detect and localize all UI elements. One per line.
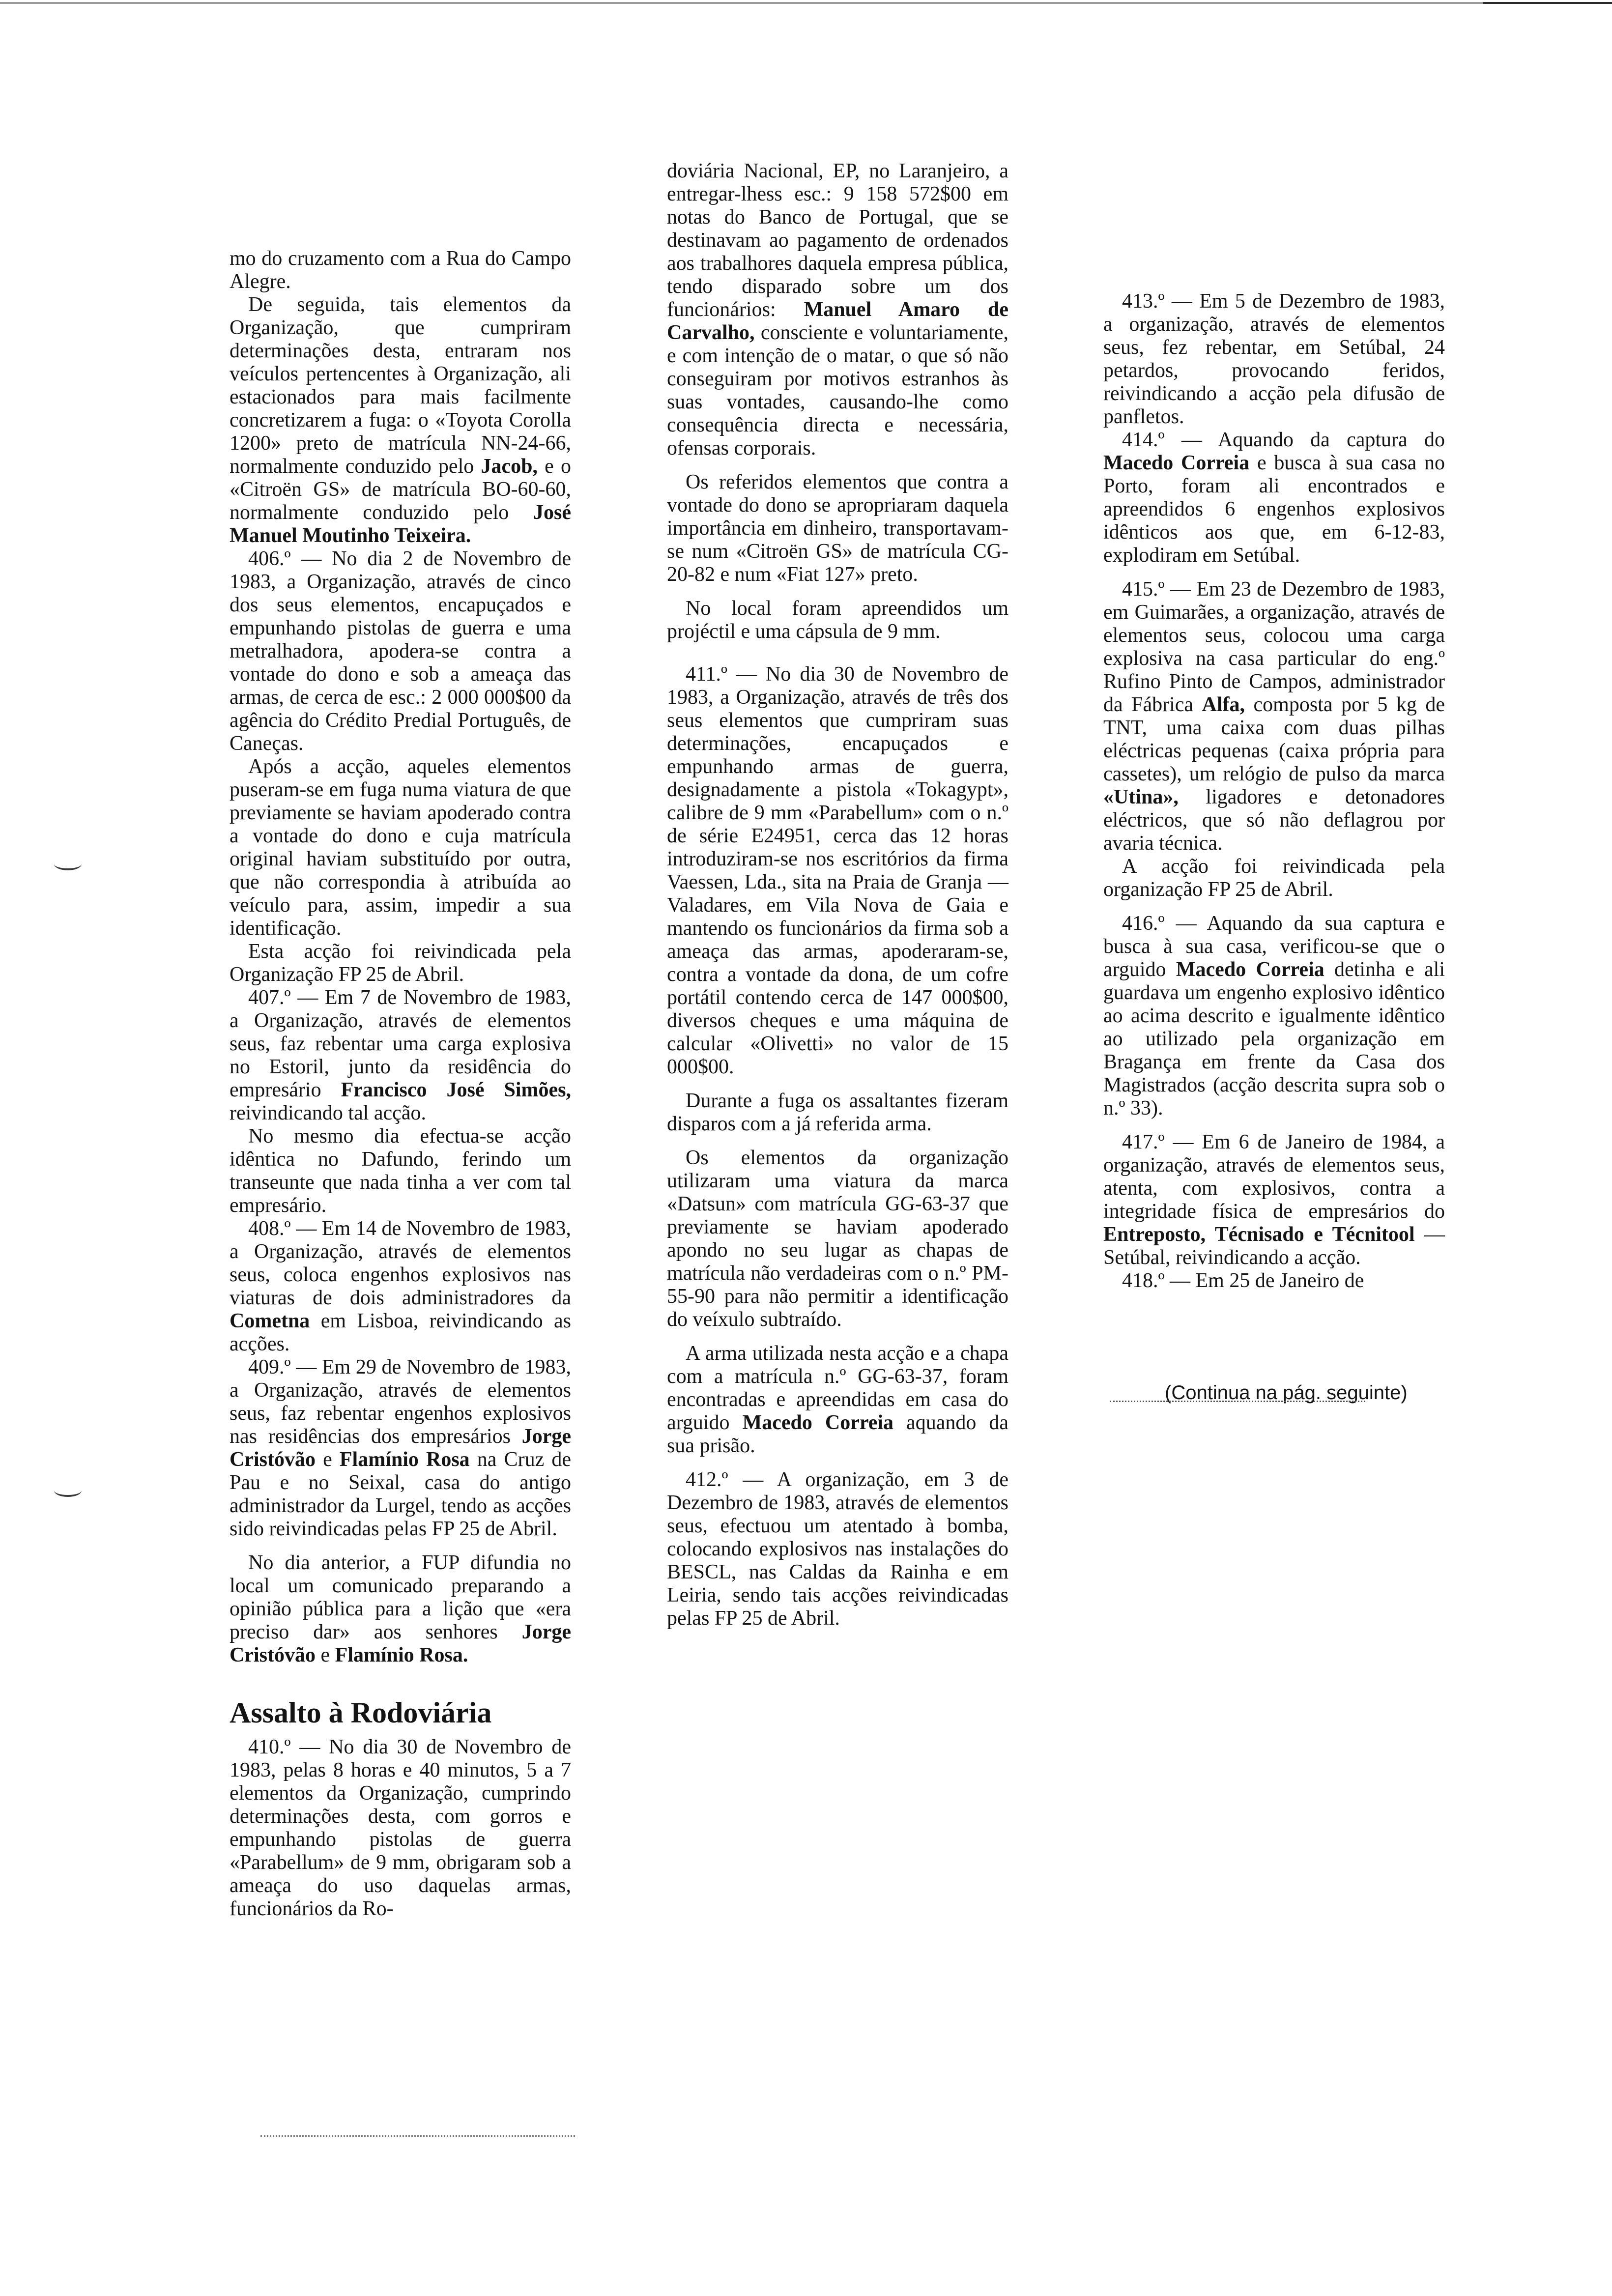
paragraph: 418.º — Em 25 de Janeiro de [1122,1269,1364,1292]
scan-noise [260,2135,575,2140]
paragraph: 412.º — A organização, em 3 de Dezembro de 1983, através de elementos seus, efectuou um atentado à bomba, colocando explosivos nas instalações do BESCL, nas Caldas da Rainha e em Leiria, sendo tais acções reivindicadas pelas FP 25 de Abril. [667,1468,1008,1630]
text-run: detinha e ali guardava um engenho explosivo idêntico ao acima descrito e igualmente idêntico ao utilizado pela organização em Bragança em frente da Casa dos Magistrados (acção descrita supra sob o n.º 33). [1103,958,1445,1119]
paragraph [1103,578,1445,855]
bold-name: Flamínio Rosa. [335,1644,468,1666]
continued-note: (Continua na pág. seguinte) [1165,1382,1408,1404]
text-run: 409.º — Em 29 de Novembro de 1983, a Organização, através de elementos seus, faz rebentar engenhos explosivos nas residências dos empresários [230,1356,571,1448]
bold-name: «Utina», [1103,786,1179,808]
text-run: 414.º — Aquando da captura do [1122,429,1445,451]
text-column-left [230,247,571,1921]
text-run: doviária Nacional, EP, no Laranjeiro, a entregar-lhess esc.: 9 158 572$00 em notas do Banco de Portugal, que se destinavam ao pagamento de ordenados aos trabalhores daquela empresa pública, tendo disparado sobre um dos funcionários: [667,160,1008,321]
text-run: e o «Citroën GS» de matrícula BO-60-60, normalmente conduzido pelo [230,455,571,524]
paragraph [1103,912,1445,1120]
paragraph [667,160,1008,460]
bold-name: Francisco José Simões, [341,1079,571,1101]
text-run: ligadores e detonadores eléctricos, que só não deflagrou por avaria técnica. [1103,786,1445,855]
text-run: aquando da sua prisão. [667,1411,1008,1457]
paragraph: mo do cruzamento com a Rua do Campo Alegre. [230,247,571,293]
bold-name: Alfa, [1202,693,1245,716]
paragraph [230,293,571,547]
bold-name: Manuel Amaro de Carvalho, [667,298,1008,344]
text-run: e [315,1644,335,1666]
bold-name: Macedo Correia [1176,958,1324,981]
paragraph: Os elementos da organização utilizaram uma viatura da marca «Datsun» com matrícula GG-63-37 que previamente se haviam apoderado apondo no seu lugar as chapas de matrícula não verdadeiras com o n.º PM-55-90 para não permitir a identificação do veíxulo subtraído. [667,1147,1008,1331]
paragraph [230,1356,571,1541]
bold-name: Jacob, [481,455,538,478]
text-run: — Setúbal, reivindicando a acção. [1103,1223,1445,1269]
paragraph: Após a acção, aqueles elementos puseram-se em fuga numa viatura de que previamente se haviam apoderado contra a vontade do dono e cuja matrícula original haviam substituído por outra, que não correspondia à atribuída ao veículo para, assim, impedir a sua identificação. [230,755,571,940]
text-run: 408.º — Em 14 de Novembro de 1983, a Organização, através de elementos seus, coloca engenhos explosivos nas viaturas de dois administradores da [230,1217,571,1309]
bold-name: Jorge Cristóvão [230,1621,571,1666]
text-run: 415.º — Em 23 de Dezembro de 1983, em Guimarães, a organização, através de elementos seus, colocou uma carga explosiva na casa particular do eng.º Rufino Pinto de Campos, administrador da Fábrica [1103,578,1445,716]
text-run: De seguida, tais elementos da Organização, que cumpriram determinações desta, entraram nos veículos pertencentes à Organização, ali estacionados para mais facilmente concretizarem a fuga: o «Toyota Corolla 1200» preto de matrícula NN-24-66, normalmente conduzido pelo [230,293,571,478]
text-run: 416.º — Aquando da sua captura e busca à sua casa, verificou-se que o arguido [1103,912,1445,981]
text-run: reivindicando tal acção. [230,1102,426,1124]
paragraph [1103,429,1445,567]
text-run: 407.º — Em 7 de Novembro de 1983, a Organização, através de elementos seus, faz rebentar uma carga explosiva no Estoril, junto da residência do empresário [230,986,571,1101]
bold-name: Jorge Cristóvão [230,1425,571,1471]
paragraph: 411.º — No dia 30 de Novembro de 1983, a Organização, através de três dos seus elementos que cumpriram suas determinações, encapuçados e empunhando armas de guerra, designadamente a pistola «Tokagypt», calibre de 9 mm «Parabellum» com o n.º de série E24951, cerca das 12 horas introduziram-se nos escritórios da firma Vaessen, Lda., sita na Praia de Granja — Valadares, em Vila Nova de Gaia e mantendo os funcionários da firma sob a ameaça das armas, apoderaram-se, contra a vontade da dona, de um cofre portátil contendo cerca de 147 000$00, diversos cheques e uma máquina de calcular «Olivetti» no valor de 15 000$00. [667,663,1008,1078]
text-run: em Lisboa, reivindicando as acções. [230,1310,571,1355]
bold-name: Entreposto, Técnisado e Técnitool [1103,1223,1415,1246]
paragraph: No mesmo dia efectua-se acção idêntica no Dafundo, ferindo um transeunte que nada tinha a ver com tal empresário. [230,1125,571,1217]
section-heading: Assalto à Rodoviária [230,1696,492,1729]
text-run: 417.º — Em 6 de Janeiro de 1984, a organização, através de elementos seus, atenta, com explosivos, contra a integridade física de empresários do [1103,1131,1445,1223]
bold-name: José Manuel Moutinho Teixeira. [230,501,571,547]
paragraph: 413.º — Em 5 de Dezembro de 1983, a organização, através de elementos seus, fez rebentar, em Setúbal, 24 petardos, provocando feridos, reivindicando a acção pela difusão de panfletos. [1103,290,1445,428]
text-run: e [315,1448,340,1471]
text-run: consciente e voluntariamente, e com intenção de o matar, o que só não conseguiram por motivos estranhos às suas vontades, causando-lhe como consequência directa e necessária, ofensas corporais. [667,321,1008,459]
paragraph: Esta acção foi reivindicada pela Organização FP 25 de Abril. [230,940,571,986]
bold-name: Cometna [230,1310,310,1332]
paragraph [667,1342,1008,1458]
paragraph: Durante a fuga os assaltantes fizeram disparos com a já referida arma. [667,1090,1008,1135]
paragraph: Os referidos elementos que contra a vontade do dono se apropriaram daquela importância em dinheiro, transportavam-se num «Citroën GS» de matrícula CG-20-82 e num «Fiat 127» preto. [667,471,1008,586]
paragraph: 406.º — No dia 2 de Novembro de 1983, a Organização, através de cinco dos seus elementos, encapuçados e empunhando pistolas de guerra e uma metralhadora, apodera-se contra a vontade do dono e sob a ameaça das armas, de cerca de esc.: 2 000 000$00 da agência do Crédito Predial Português, de Caneças. [230,547,571,755]
text-run: composta por 5 kg de TNT, uma caixa com duas pilhas eléctricas pequenas (caixa própria para cassetes), um relógio de pulso da marca [1103,693,1445,785]
text-run: A arma utilizada nesta acção e a chapa com a matrícula n.º GG-63-37, foram encontradas e apreendidas em casa do arguido [667,1342,1008,1434]
paragraph: 410.º — No dia 30 de Novembro de 1983, pelas 8 horas e 40 minutos, 5 a 7 elementos da Organização, cumprindo determinações desta, com gorros e empunhando pistolas de guerra «Parabellum» de 9 mm, obrigaram sob a ameaça do uso daquelas armas, funcionários da Ro- [230,1736,571,1920]
margin-mark [54,1484,82,1497]
paragraph: A acção foi reivindicada pela organização FP 25 de Abril. [1103,855,1445,901]
scan-edge-rule [0,2,1612,4]
paragraph: No local foram apreendidos um projéctil e uma cápsula de 9 mm. [667,597,1008,643]
bold-name: Macedo Correia [1103,452,1250,474]
margin-mark [54,858,82,870]
paragraph [230,986,571,1125]
text-column-middle [667,160,1008,1630]
scan-noise [1110,1401,1365,1406]
text-run: na Cruz de Pau e no Seixal, casa do antigo administrador da Lurgel, tendo as acções sido reivindicadas pelas FP 25 de Abril. [230,1448,571,1540]
text-run: e busca à sua casa no Porto, foram ali encontrados e apreendidos 6 engenhos explosivos idênticos aos que, em 6-12-83, explodiram em Setúbal. [1103,452,1445,567]
bold-name: Macedo Correia [742,1411,894,1434]
paragraph [230,1551,571,1667]
text-run: No dia anterior, a FUP difundia no local um comunicado preparando a opinião pública para a lição que «era preciso dar» aos senhores [230,1551,571,1643]
paragraph [1103,1131,1445,1269]
bold-name: Flamínio Rosa [339,1448,470,1471]
paragraph [230,1217,571,1356]
text-column-right [1103,290,1445,1292]
